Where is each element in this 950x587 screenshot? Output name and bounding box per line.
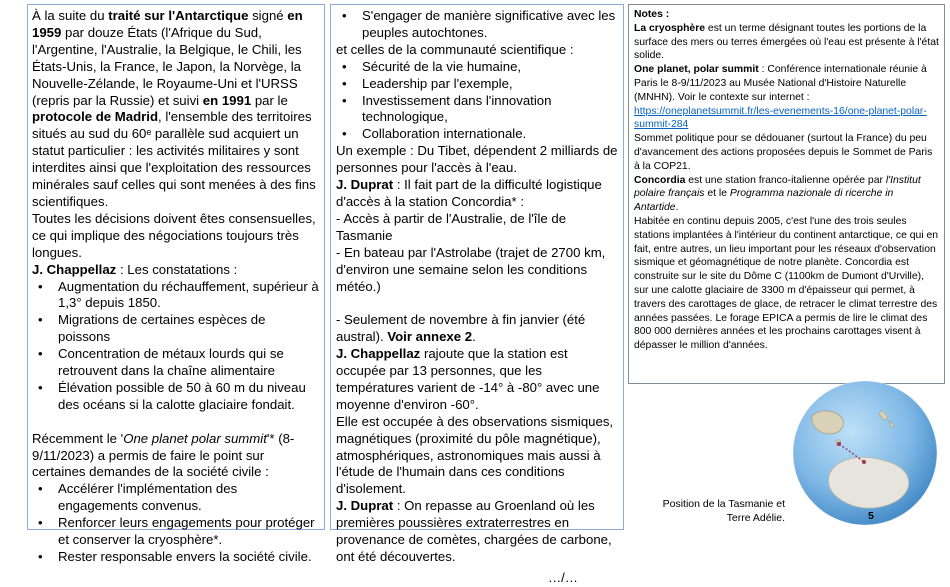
text: - Seulement de novembre à fin janvier (été austral). (336, 312, 586, 345)
text: . (472, 329, 476, 345)
list-item: • Renforcer leurs engagements pour protéger et conserver la cryosphère*. (32, 515, 320, 549)
notes-box (628, 4, 945, 384)
text-italic: One planet polar summit (123, 430, 267, 446)
note-term: Concordia (634, 174, 686, 186)
figure-caption: Position de la Tasmanie et Terre Adélie. (662, 498, 785, 524)
note-concordia (634, 174, 939, 215)
text: . (675, 202, 679, 214)
text: rajoute que la station est occupée par 13 personnes, que les températures varient de -14° à -80° avec une moyenne d'environ -60°. (336, 346, 600, 412)
note-cryosphere (634, 22, 939, 63)
list-item: • Sécurité de la vie humaine, (336, 59, 618, 76)
text: par douze États (l'Afrique du Sud, l'Argentine, l'Australie, la Belgique, le Chili, les États-Unis, la France, le Japon, la Norvège, la Nouvelle-Zélande, le Royaume-Uni et l'URSS (repris par la Russie) et suivi (32, 24, 302, 108)
list-item: • Concentration de métaux lourds qui se retrouvent dans la chaîne alimentaire (32, 346, 320, 380)
note-term: One planet, polar summit (634, 64, 759, 76)
text: par le (251, 92, 288, 108)
scientific-community-line: et celles de la communauté scientifique : (336, 41, 574, 57)
treaty-paragraph (32, 8, 320, 211)
list-item: • S'engager de manière significative avec les peuples autochtones. (336, 8, 618, 42)
list-item: • Rester responsable envers la société civile. (32, 549, 320, 566)
demands-list (32, 481, 320, 566)
page-number: 5 (868, 510, 874, 522)
list-item: • Migrations de certaines espèces de poissons (32, 312, 320, 346)
boat-line: - En bateau par l'Astrolabe (trajet de 2700 km, d'environ une semaine selon les conditions météo.) (336, 244, 606, 294)
note-term: La cryosphère (634, 22, 706, 34)
text: est un terme désignant toutes les portions de la surface des mers ou terres émergées où l'eau est présente à l'état solide. (634, 22, 939, 62)
speaker-name: J. Duprat (336, 498, 394, 514)
speaker-name: J. Chappellaz (32, 261, 117, 277)
summit-link[interactable]: https://oneplanetsummit.fr/les-evenements-16/one-planet-polar-summit-284 (634, 105, 927, 131)
text-bold: en 1959 (32, 8, 303, 40)
text: : Les constatations : (116, 261, 238, 277)
text: est une station franco-italienne opérée par (685, 174, 886, 186)
chappellaz-heading (32, 262, 320, 279)
spacer (336, 295, 618, 312)
notes-title (634, 8, 939, 22)
summit-paragraph (32, 431, 320, 482)
text: '* (8-9/11/2023) a permis de faire le point sur certaines demandes de la société civile : (32, 430, 295, 480)
text-bold: traité sur l'Antarctique (108, 8, 249, 23)
note-political: Sommet politique pour se dédouaner (surtout la France) du peu d'avancement des actions proposées depuis le Sommet de Paris à la COP21. (634, 133, 933, 172)
note-summit (634, 63, 939, 104)
season-line (336, 312, 618, 346)
text: Récemment le ' (32, 430, 124, 446)
globe-illustration (790, 378, 940, 528)
continued-marker: …/… (547, 569, 578, 585)
scientific-list (336, 59, 618, 144)
speaker-name: J. Duprat (336, 177, 394, 193)
duprat-greenland (336, 498, 618, 566)
list-item: • Investissement dans l'innovation technologique, (336, 93, 618, 127)
note-habitation: Habitée en continu depuis 2005, c'est l'une des trois seules stations implantées à l'intérieur du continent antarctique, ce qui en fait, entre autres, un lieu important pour les réseaux d'observation sismique et géomagnétique de notre planète. Concordia est construite sur le site du Dôme C (1100km de Dumont d'Urville), sur une calotte glaciaire de 3300 m d'épaisseur qui permet, à travers des carottages de glace, de retracer le climat terrestre des années passées. Le forage EPICA a permis de lire le climat des 800 000 dernières années et les prochains carottages visent à dépasser le million d'années. (634, 215, 939, 352)
text-italic: Programma nazionale di ricerche in Antartide (634, 188, 894, 214)
text-italic: l'Institut polaire français (634, 174, 921, 200)
engagement-list (336, 8, 618, 42)
text-bold: en 1991 (202, 92, 252, 108)
tasmania-marker (837, 442, 841, 446)
observations-paragraph: Elle est occupée à des observations sismiques, magnétiques (proximité du pôle magnétique), atmosphériques, astronomiques mais aussi à l'étude de l'humain dans ces conditions d'isolement. (336, 413, 614, 497)
terre-adelie-marker (862, 460, 866, 464)
speaker-name: J. Chappellaz (336, 346, 421, 362)
left-column (27, 4, 325, 564)
list-item: • Accélérer l'implémentation des engagements convenus. (32, 481, 320, 515)
globe-map-image (790, 378, 940, 528)
duprat-logistics (336, 177, 618, 211)
list-item: • Élévation possible de 50 à 60 m du niveau des océans si la calotte glaciaire fondait. (32, 380, 320, 414)
consensus-paragraph: Toutes les décisions doivent êtes consensuelles, ce qui implique des négociations toujours très longues. (32, 210, 316, 260)
findings-list (32, 279, 320, 414)
text: , l'ensemble des territoires situés au sud du 60ᵉ parallèle sud acquiert un statut particulier : les activités militaires y sont interdites ainsi que l'exploitation des ressources minérales sauf celles qui sont menées à des fins scientifiques. (32, 109, 316, 209)
text: et le (704, 188, 730, 200)
list-item: • Augmentation du réchauffement, supérieur à 1,3° depuis 1850. (32, 279, 320, 313)
text: signé (248, 8, 288, 23)
middle-column (330, 4, 624, 585)
access-line: - Accès à partir de l'Australie, de l'île de Tasmanie (336, 210, 567, 243)
text: : Il fait part de la difficulté logistique d'accès à la station Concordia* : (336, 177, 602, 209)
annex-reference: Voir annexe 2 (387, 329, 473, 345)
list-item: • Leadership par l'exemple, (336, 76, 618, 93)
tibet-example: Un exemple : Du Tibet, dépendent 2 milliards de personnes pour l'accès à l'eau. (336, 143, 618, 176)
notes-title-text: Notes : (634, 9, 670, 20)
text-bold: protocole de Madrid (32, 109, 159, 125)
list-item: • Collaboration internationale. (336, 126, 618, 143)
text: : On repasse au Groenland où les premières poussières extraterrestres en provenance de comètes, chargées de carbone, ont été découvertes. (336, 498, 612, 564)
text: À la suite du (32, 8, 109, 23)
spacer (32, 414, 320, 431)
text: : Conférence internationale réunie à Paris le 8-9/11/2023 au Musée National d'Histoire Naturelle (MNHN). Voir le contexte sur internet : (634, 64, 927, 103)
chappellaz-station (336, 346, 618, 414)
